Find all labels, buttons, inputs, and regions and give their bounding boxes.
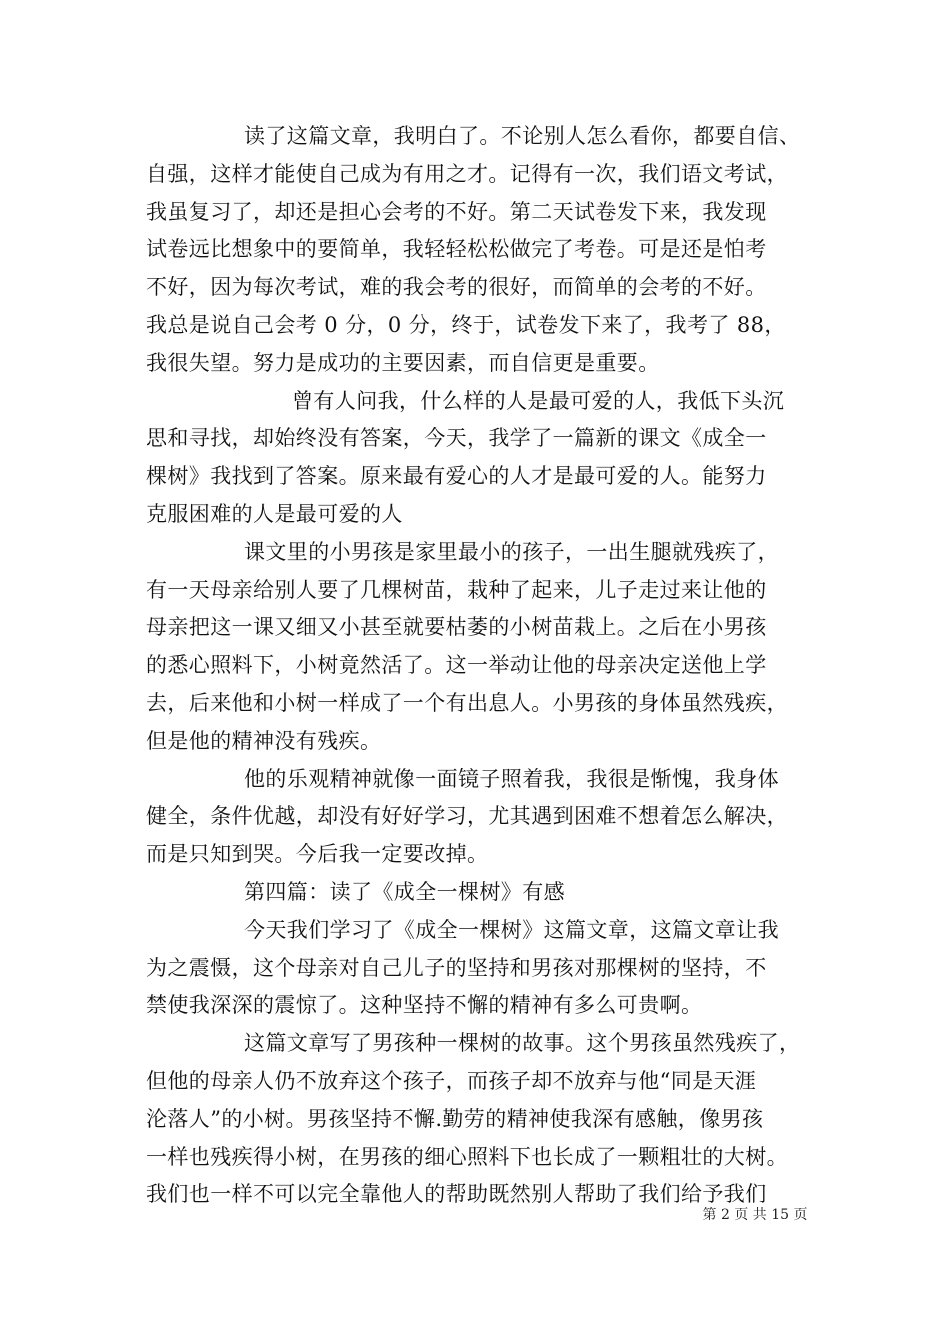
text-line: 但是他的精神没有残疾。: [146, 728, 382, 753]
document-body: [146, 118, 806, 1214]
text-line: 我们也一样不可以完全靠他人的帮助既然别人帮助了我们给予我们: [146, 1182, 767, 1207]
text-line: 母亲把这一课又细又小甚至就要枯萎的小树苗栽上。之后在小男孩: [146, 615, 767, 640]
text-line: 读了这篇文章，我明白了。不论别人怎么看你，都要自信、: [244, 124, 801, 148]
text-line: 棵树》我找到了答案。原来最有爱心的人才是最可爱的人。能努力: [146, 464, 767, 489]
text-line: 我很失望。努力是成功的主要因素，而自信更是重要。: [146, 350, 660, 375]
text-line: 曾有人问我，什么样的人是最可爱的人，我低下头沉: [292, 388, 785, 413]
text-line: 沦落人”的小树。男孩坚持不懈.勤劳的精神使我深有感触，像男孩: [146, 1106, 764, 1131]
page-footer: [0, 1204, 950, 1224]
text-line: 一样也残疾得小树，在男孩的细心照料下也长成了一颗粗壮的大树。: [146, 1144, 788, 1169]
text-line: 试卷远比想象中的要简单，我轻轻松松做完了考卷。可是还是怕考: [146, 237, 767, 262]
text-line: 不好，因为每次考试，难的我会考的很好，而简单的会考的不好。: [146, 275, 767, 300]
text-line: 而是只知到哭。今后我一定要改掉。: [146, 842, 489, 867]
text-line: 去，后来他和小树一样成了一个有出息人。小男孩的身体虽然残疾，: [146, 690, 788, 715]
text-line: 的悉心照料下，小树竟然活了。这一举动让他的母亲决定送他上学: [146, 653, 767, 678]
text-line: 禁使我深深的震惊了。这种坚持不懈的精神有多么可贵啊。: [146, 993, 703, 1018]
text-line: 他的乐观精神就像一面镜子照着我，我很是惭愧，我身体: [244, 766, 779, 791]
text-line: 我虽复习了，却还是担心会考的不好。第二天试卷发下来，我发现: [146, 199, 767, 224]
text-line: 课文里的小男孩是家里最小的孩子，一出生腿就残疾了，: [244, 539, 779, 564]
text-line: 但他的母亲人仍不放弃这个孩子，而孩子却不放弃与他“同是天涯: [146, 1068, 757, 1093]
page-number: 第 2 页 共 15 页: [702, 1207, 808, 1223]
text-line: 健全，条件优越，却没有好好学习，尤其遇到困难不想着怎么解决，: [146, 804, 788, 829]
text-line: 自强，这样才能使自己成为有用之才。记得有一次，我们语文考试，: [146, 161, 788, 186]
text-line: 我总是说自己会考 0 分，0 分，终于，试卷发下来了，我考了 88，: [146, 312, 786, 337]
section-heading: 第四篇：读了《成全一棵树》有感: [244, 879, 565, 904]
text-line: 为之震慑，这个母亲对自己儿子的坚持和男孩对那棵树的坚持，不: [146, 955, 767, 980]
text-line: 今天我们学习了《成全一棵树》这篇文章，这篇文章让我: [244, 917, 779, 942]
text-line: 这篇文章写了男孩种一棵树的故事。这个男孩虽然残疾了，: [244, 1031, 801, 1056]
text-line: 思和寻找，却始终没有答案，今天，我学了一篇新的课文《成全一: [146, 426, 767, 451]
text-line: 有一天母亲给别人要了几棵树苗，栽种了起来，儿子走过来让他的: [146, 577, 767, 602]
text-line: 克服困难的人是最可爱的人: [146, 501, 403, 526]
